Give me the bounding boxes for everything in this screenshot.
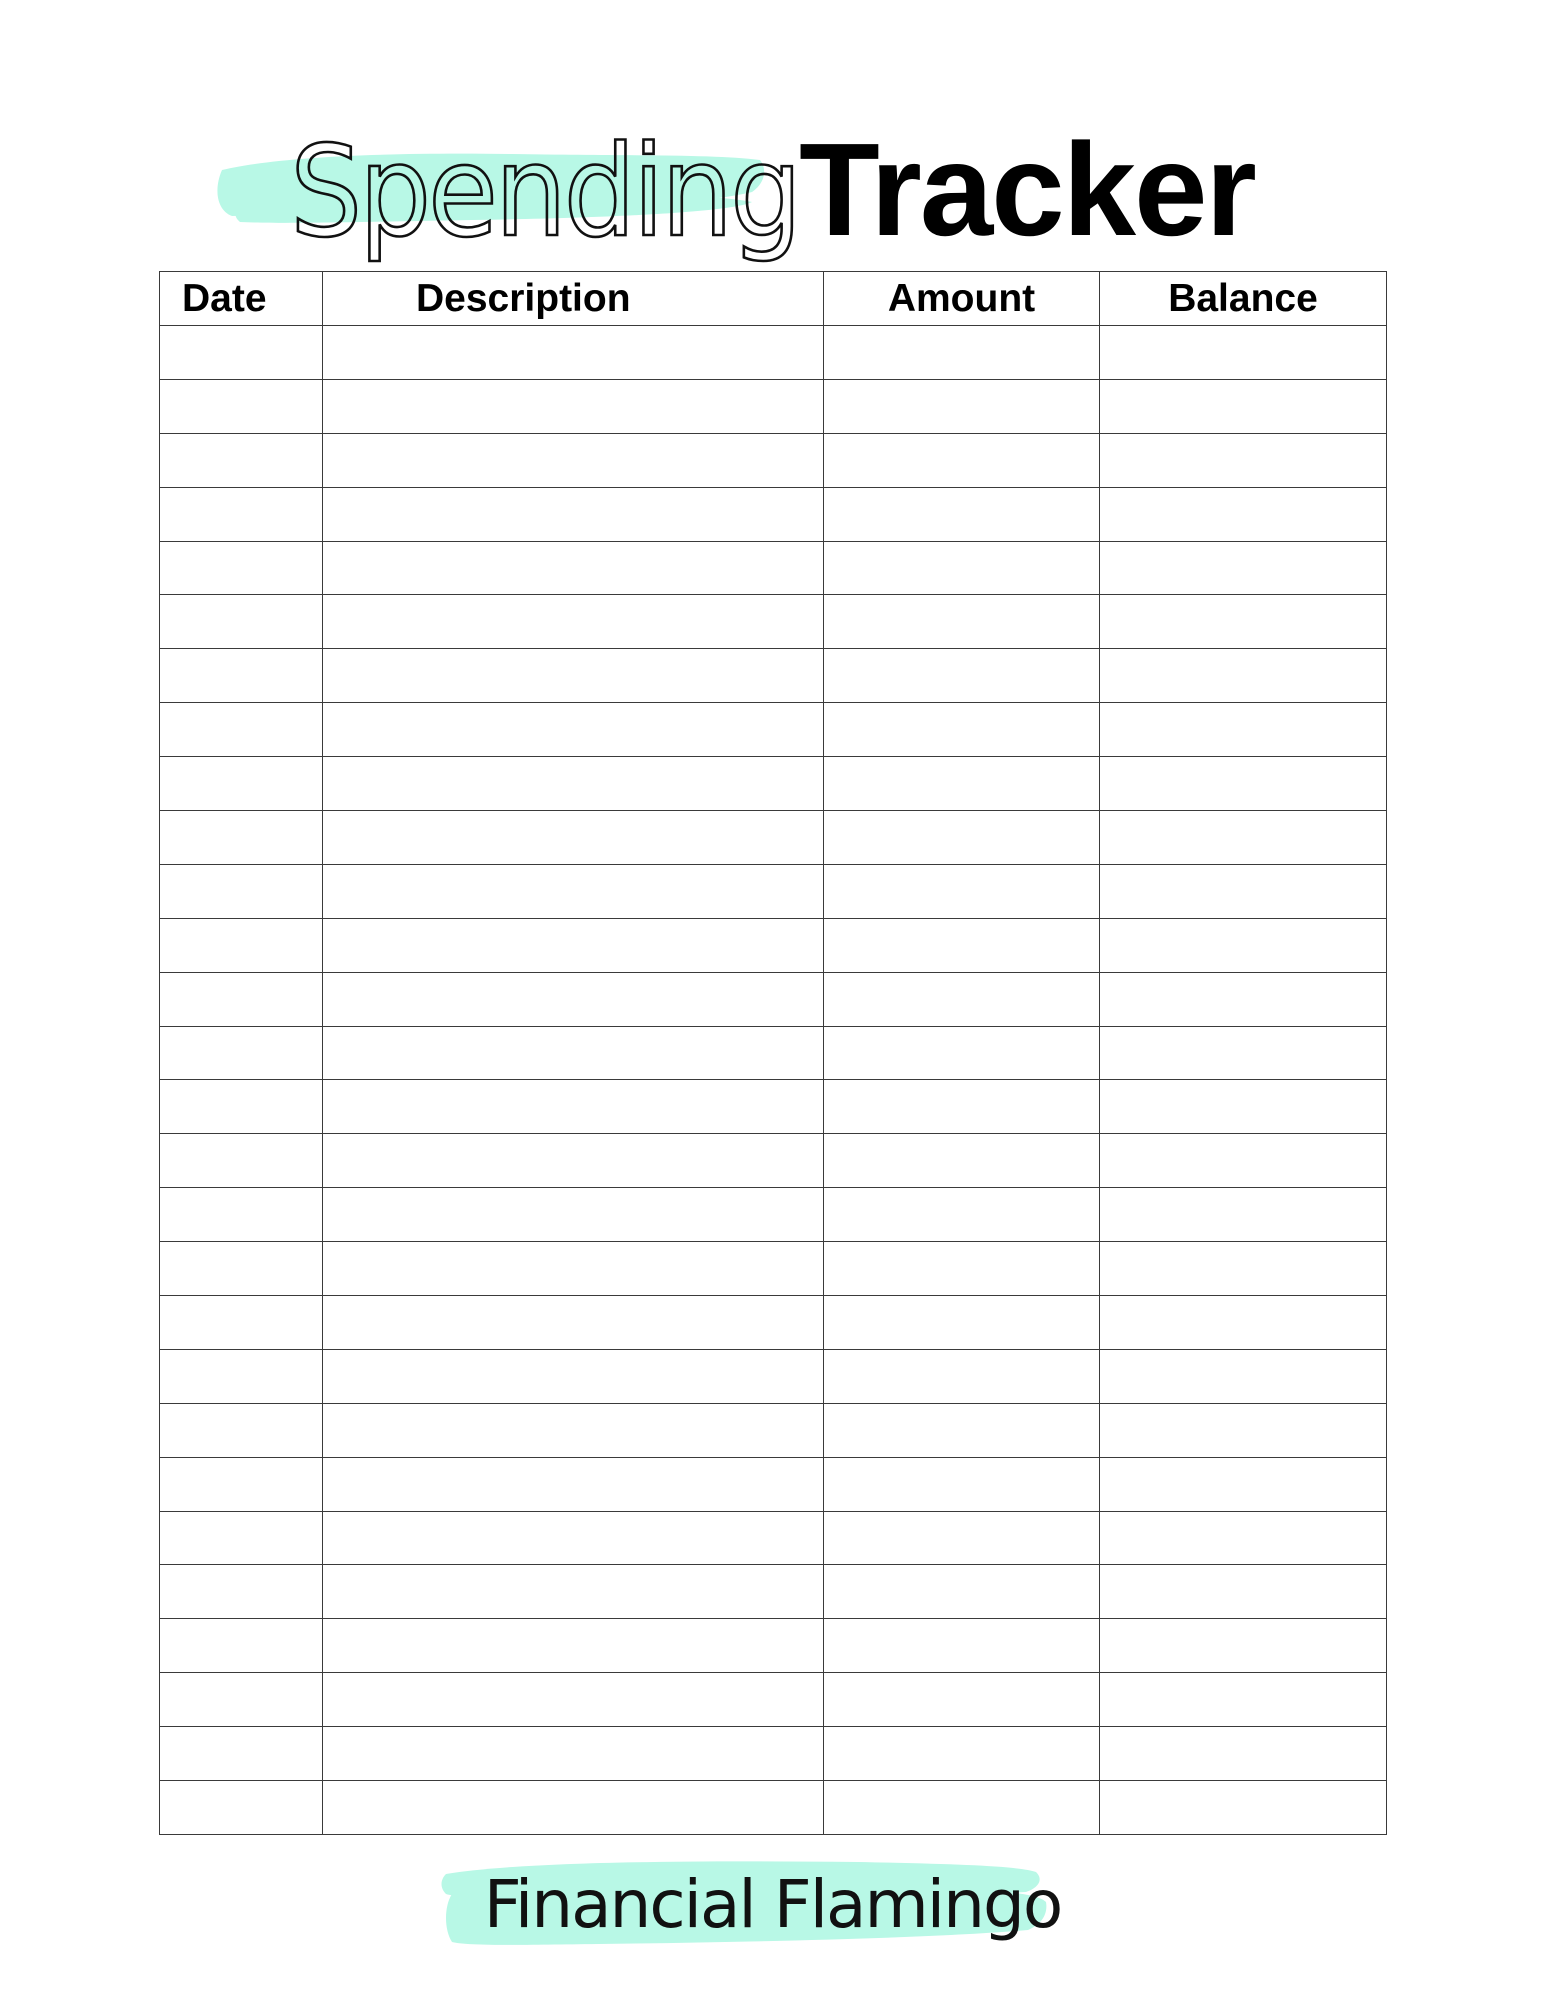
cell-description[interactable] [323,1188,824,1242]
cell-amount[interactable] [824,864,1100,918]
cell-amount[interactable] [824,1349,1100,1403]
cell-description[interactable] [323,1403,824,1457]
cell-date[interactable] [160,326,323,380]
table-row [160,1619,1387,1673]
cell-balance[interactable] [1100,1619,1387,1673]
cell-description[interactable] [323,757,824,811]
cell-date[interactable] [160,379,323,433]
cell-balance[interactable] [1100,1565,1387,1619]
cell-date[interactable] [160,1619,323,1673]
cell-description[interactable] [323,1080,824,1134]
page-title [0,110,1545,272]
cell-date[interactable] [160,811,323,865]
cell-balance[interactable] [1100,541,1387,595]
table-row [160,1134,1387,1188]
cell-amount[interactable] [824,1134,1100,1188]
table-header-row [160,272,1387,326]
cell-date[interactable] [160,1457,323,1511]
cell-date[interactable] [160,1511,323,1565]
cell-description[interactable] [323,1511,824,1565]
cell-balance[interactable] [1100,595,1387,649]
table-row [160,1349,1387,1403]
cell-balance[interactable] [1100,757,1387,811]
cell-amount[interactable] [824,433,1100,487]
table-row [160,541,1387,595]
cell-amount[interactable] [824,1781,1100,1835]
cell-amount[interactable] [824,1026,1100,1080]
cell-date[interactable] [160,757,323,811]
table-row [160,433,1387,487]
table-row [160,595,1387,649]
footer-block [0,1850,1545,1960]
table-row [160,864,1387,918]
cell-date[interactable] [160,864,323,918]
cell-description[interactable] [323,918,824,972]
cell-date[interactable] [160,1242,323,1296]
cell-balance[interactable] [1100,1188,1387,1242]
cell-balance[interactable] [1100,1673,1387,1727]
column-header-date: Date [160,272,323,326]
cell-amount[interactable] [824,1242,1100,1296]
cell-amount[interactable] [824,703,1100,757]
cell-description[interactable] [323,1727,824,1781]
table-row [160,1296,1387,1350]
cell-description[interactable] [323,379,824,433]
table-row [160,703,1387,757]
table-row [160,649,1387,703]
cell-balance[interactable] [1100,918,1387,972]
cell-date[interactable] [160,1349,323,1403]
cell-balance[interactable] [1100,433,1387,487]
cell-date[interactable] [160,1296,323,1350]
cell-amount[interactable] [824,487,1100,541]
column-header-description: Description [323,272,824,326]
table-row [160,1026,1387,1080]
cell-date[interactable] [160,703,323,757]
cell-description[interactable] [323,864,824,918]
cell-amount[interactable] [824,1727,1100,1781]
cell-amount[interactable] [824,811,1100,865]
cell-description[interactable] [323,1026,824,1080]
cell-balance[interactable] [1100,1026,1387,1080]
cell-date[interactable] [160,1565,323,1619]
cell-description[interactable] [323,1296,824,1350]
cell-balance[interactable] [1100,326,1387,380]
table-row [160,379,1387,433]
column-header-balance: Balance [1100,272,1387,326]
cell-balance[interactable] [1100,1349,1387,1403]
cell-date[interactable] [160,1673,323,1727]
cell-description[interactable] [323,1619,824,1673]
cell-amount[interactable] [824,972,1100,1026]
cell-description[interactable] [323,487,824,541]
table-row [160,918,1387,972]
cell-balance[interactable] [1100,1781,1387,1835]
cell-amount[interactable] [824,649,1100,703]
cell-amount[interactable] [824,918,1100,972]
table-row [160,1403,1387,1457]
cell-balance[interactable] [1100,1296,1387,1350]
cell-amount[interactable] [824,1188,1100,1242]
cell-balance[interactable] [1100,649,1387,703]
cell-description[interactable] [323,1134,824,1188]
cell-amount[interactable] [824,326,1100,380]
cell-amount[interactable] [824,595,1100,649]
cell-date[interactable] [160,1727,323,1781]
table-row [160,1673,1387,1727]
cell-amount[interactable] [824,379,1100,433]
cell-amount[interactable] [824,1565,1100,1619]
cell-date[interactable] [160,1134,323,1188]
column-header-amount: Amount [824,272,1100,326]
cell-balance[interactable] [1100,1511,1387,1565]
cell-description[interactable] [323,1565,824,1619]
table-row [160,326,1387,380]
table-row [160,757,1387,811]
spending-table [159,271,1387,1835]
cell-date[interactable] [160,433,323,487]
cell-balance[interactable] [1100,1080,1387,1134]
cell-amount[interactable] [824,1511,1100,1565]
brand-footer: Financial Flamingo [483,1866,1062,1943]
cell-date[interactable] [160,595,323,649]
table-row [160,487,1387,541]
cell-balance[interactable] [1100,1457,1387,1511]
cell-date[interactable] [160,1026,323,1080]
table-row [160,1188,1387,1242]
cell-balance[interactable] [1100,379,1387,433]
cell-amount[interactable] [824,1457,1100,1511]
cell-description[interactable] [323,811,824,865]
cell-date[interactable] [160,1403,323,1457]
cell-date[interactable] [160,918,323,972]
cell-description[interactable] [323,703,824,757]
cell-description[interactable] [323,541,824,595]
cell-description[interactable] [323,1781,824,1835]
cell-balance[interactable] [1100,703,1387,757]
table-body [160,326,1387,1835]
cell-amount[interactable] [824,1080,1100,1134]
cell-balance[interactable] [1100,864,1387,918]
cell-balance[interactable] [1100,1403,1387,1457]
cell-balance[interactable] [1100,487,1387,541]
cell-description[interactable] [323,326,824,380]
table-row [160,1781,1387,1835]
title-bold-word: Tracker [799,116,1255,263]
cell-description[interactable] [323,433,824,487]
cell-description[interactable] [323,972,824,1026]
table-row [160,1080,1387,1134]
table-row [160,1565,1387,1619]
cell-date[interactable] [160,649,323,703]
cell-balance[interactable] [1100,1727,1387,1781]
cell-description[interactable] [323,1349,824,1403]
cell-amount[interactable] [824,1296,1100,1350]
cell-description[interactable] [323,649,824,703]
cell-amount[interactable] [824,1403,1100,1457]
cell-description[interactable] [323,1673,824,1727]
title-light-word: Spending [290,118,800,265]
cell-description[interactable] [323,595,824,649]
table-row [160,811,1387,865]
cell-date[interactable] [160,487,323,541]
title-block [0,110,1545,270]
cell-balance[interactable] [1100,1242,1387,1296]
cell-balance[interactable] [1100,972,1387,1026]
cell-date[interactable] [160,1080,323,1134]
table-row [160,1457,1387,1511]
cell-date[interactable] [160,1188,323,1242]
cell-balance[interactable] [1100,1134,1387,1188]
cell-amount[interactable] [824,541,1100,595]
cell-balance[interactable] [1100,811,1387,865]
cell-date[interactable] [160,1781,323,1835]
table-row [160,1511,1387,1565]
table-row [160,1727,1387,1781]
cell-date[interactable] [160,541,323,595]
table-row [160,1242,1387,1296]
cell-amount[interactable] [824,1673,1100,1727]
cell-description[interactable] [323,1242,824,1296]
cell-date[interactable] [160,972,323,1026]
cell-amount[interactable] [824,757,1100,811]
cell-description[interactable] [323,1457,824,1511]
table-row [160,972,1387,1026]
cell-amount[interactable] [824,1619,1100,1673]
